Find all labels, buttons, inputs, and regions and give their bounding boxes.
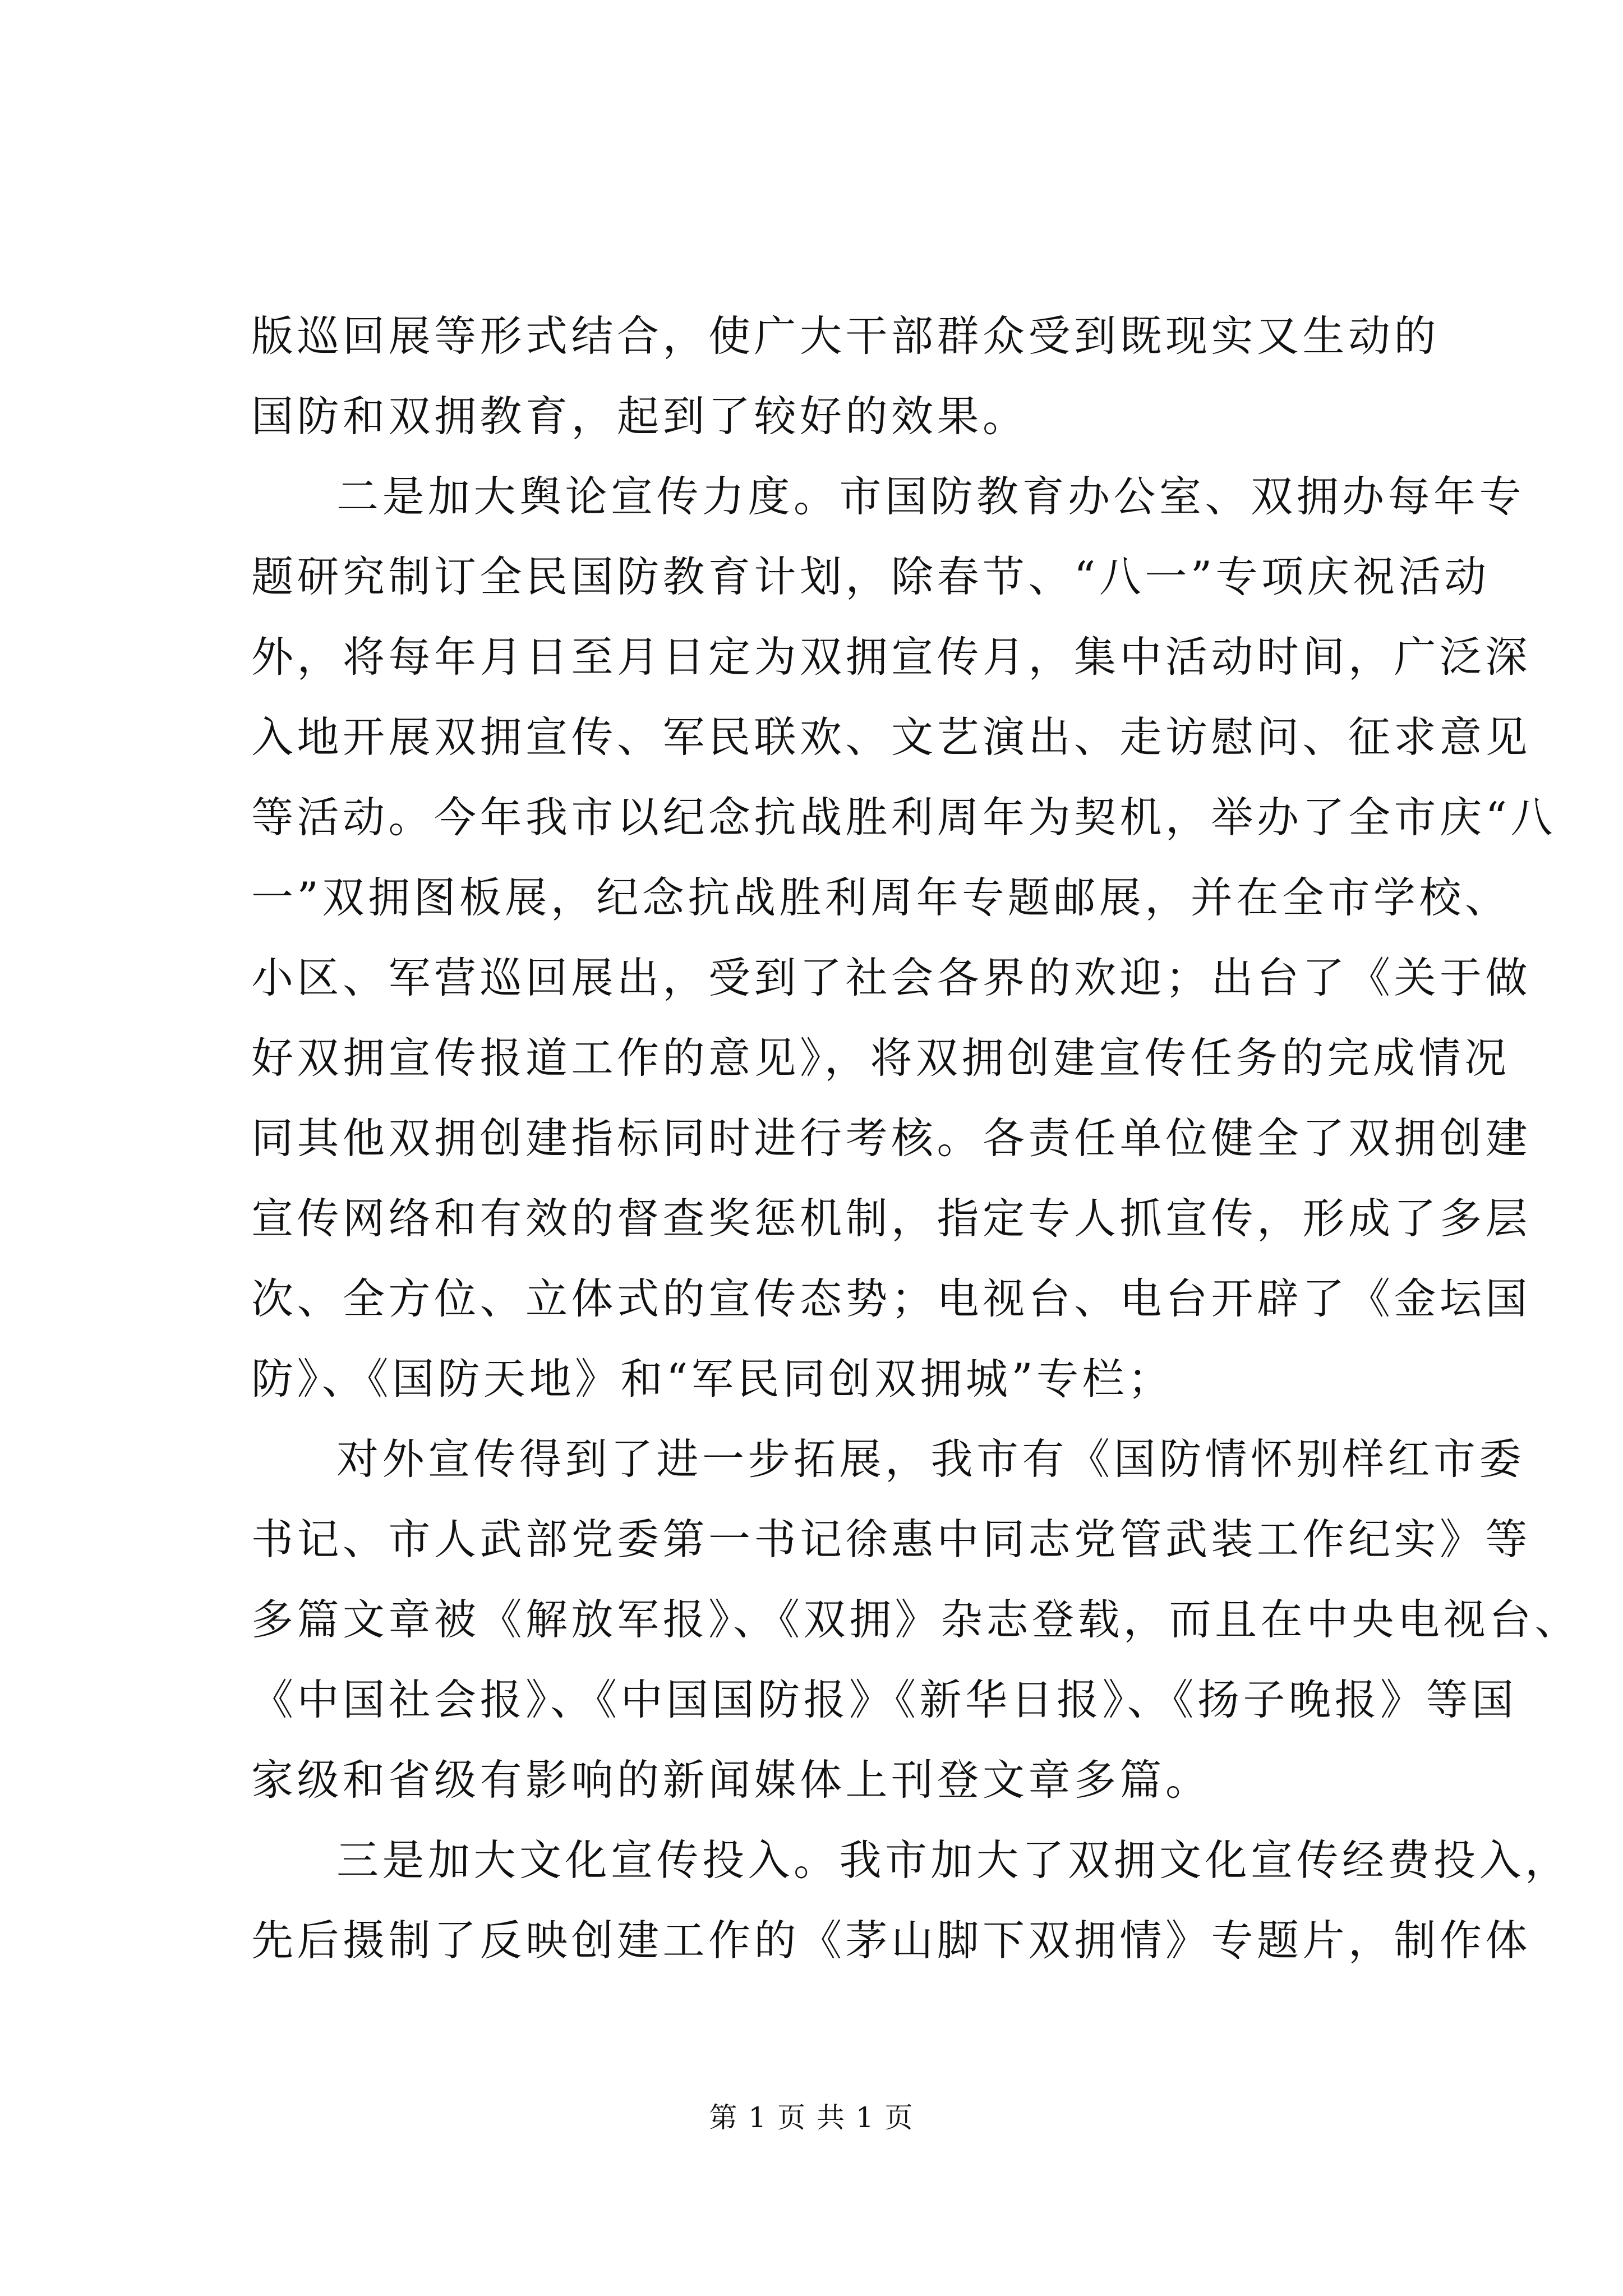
text-line: 国防和双拥教育，起到了较好的效果。 [251, 392, 1029, 441]
text-line: 《中国社会报》、《中国国防报》《新华日报》、《扬子晚报》等国 [251, 1675, 1518, 1724]
text-line: 一”双拥图板展，纪念抗战胜利周年专题邮展，并在全市学校、 [251, 873, 1511, 922]
text-line: 次、全方位、立体式的宣传态势；电视台、电台开辟了《金坛国 [251, 1274, 1532, 1323]
text-line: 多篇文章被《解放军报》、《双拥》杂志登载，而且在中央电视台、 [251, 1595, 1581, 1644]
page-number-footer: 第 1 页 共 1 页 [709, 2101, 914, 2134]
text-line: 同其他双拥创建指标同时进行考核。各责任单位健全了双拥创建 [251, 1114, 1532, 1163]
text-line: 书记、市人武部党委第一书记徐惠中同志党管武装工作纪实》等 [251, 1515, 1532, 1564]
text-line: 家级和省级有影响的新闻媒体上刊登文章多篇。 [251, 1755, 1211, 1805]
paragraph-heading-line: 二是加大舆论宣传力度。市国防教育办公室、双拥办每年专 [336, 472, 1525, 521]
text-line: 入地开展双拥宣传、军民联欢、文艺演出、走访慰问、征求意见 [251, 712, 1532, 762]
document-body [251, 296, 1581, 1981]
paragraph-start-line: 对外宣传得到了进一步拓展，我市有《国防情怀别样红市委 [336, 1434, 1525, 1484]
text-line: 版巡回展等形式结合，使广大干部群众受到既现实又生动的 [251, 311, 1440, 361]
text-line: 好双拥宣传报道工作的意见》，将双拥创建宣传任务的完成情况 [251, 1033, 1510, 1083]
text-line: 题研究制订全民国防教育计划，除春节、“八一”专项庆祝活动 [251, 552, 1490, 601]
paragraph-heading-line: 三是加大文化宣传投入。我市加大了双拥文化宣传经费投入， [336, 1835, 1571, 1885]
text-line: 小区、军营巡回展出，受到了社会各界的欢迎；出台了《关于做 [251, 953, 1532, 1002]
text-line: 先后摄制了反映创建工作的《茅山脚下双拥情》专题片，制作体 [251, 1916, 1532, 1965]
text-line: 宣传网络和有效的督查奖惩机制，指定专人抓宣传，形成了多层 [251, 1194, 1532, 1243]
text-line: 等活动。今年我市以纪念抗战胜利周年为契机，举办了全市庆“八 [251, 793, 1556, 842]
text-line: 外，将每年月日至月日定为双拥宣传月，集中活动时间，广泛深 [251, 632, 1532, 682]
text-line: 防》、《国防天地》和“军民同创双拥城”专栏； [251, 1354, 1174, 1404]
